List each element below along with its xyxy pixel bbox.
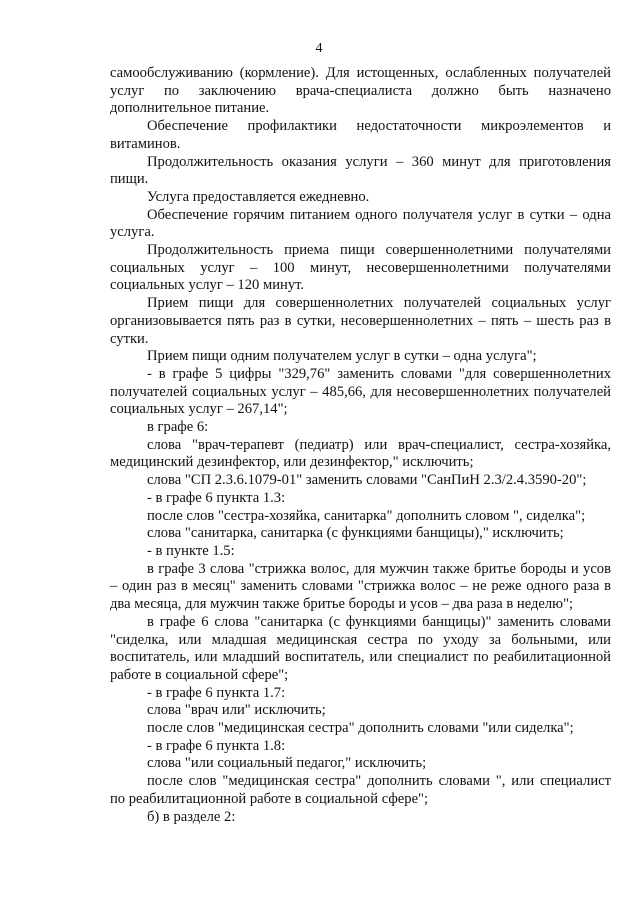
paragraph: - в графе 6 пункта 1.3: (147, 489, 286, 506)
paragraph: в графе 6 слова "санитарка (с функциями банщицы)" заменить словами "сиделка, или младшая медицинская сестра по уходу за больными, или воспитатель, или младший воспитатель, или специалист по реабилитационной работе в социальной сфере"; (110, 613, 611, 683)
paragraph: Обеспечение профилактики недостаточности микроэлементов и витаминов. (110, 118, 611, 152)
paragraph: - в графе 6 пункта 1.7: (147, 684, 286, 701)
paragraph: слова "или социальный педагог," исключить; (147, 755, 427, 772)
paragraph: самообслуживанию (кормление). Для истощенных, ослабленных получателей услуг по заключению врача-специалиста должно быть назначено дополнительное питание. (110, 65, 611, 117)
paragraph: - в пункте 1.5: (147, 542, 235, 559)
paragraph: Продолжительность оказания услуги – 360 минут для приготовления пищи. (110, 153, 611, 188)
paragraph: б) в разделе 2: (147, 808, 236, 825)
paragraph: после слов "медицинская сестра" дополнить словами "или сиделка"; (147, 720, 574, 737)
paragraph: после слов "медицинская сестра" дополнить словами ", или специалист по реабилитационной работе в социальной сфере"; (110, 773, 611, 807)
paragraph: - в графе 5 цифры "329,76" заменить словами "для совершеннолетних получателей социальных услуг – 485,66, для несовершеннолетних получателей социальных услуг – 267,14"; (110, 365, 611, 418)
paragraph: слова "врач или" исключить; (147, 702, 326, 719)
paragraph: Прием пищи одним получателем услуг в сутки – одна услуга"; (147, 348, 537, 365)
paragraph: после слов "сестра-хозяйка, санитарка" дополнить словом ", сиделка"; (147, 507, 586, 524)
paragraph: слова "санитарка, санитарка (с функциями банщицы)," исключить; (147, 525, 564, 542)
paragraph: Обеспечение горячим питанием одного получателя услуг в сутки – одна услуга. (110, 206, 611, 241)
paragraph: Продолжительность приема пищи совершеннолетними получателями социальных услуг – 100 минут, несовершеннолетними получателями социальных услуг – 120 минут. (110, 242, 611, 294)
paragraph: слова "врач-терапевт (педиатр) или врач-специалист, сестра-хозяйка, медицинский дезинфектор, или дезинфектор," исключить; (110, 436, 611, 471)
page-number: 4 (315, 41, 323, 56)
paragraph: Услуга предоставляется ежедневно. (147, 188, 370, 205)
paragraph: в графе 3 слова "стрижка волос, для мужчин также бритье бороды и усов – один раз в месяц" заменить словами "стрижка волос – не реже одного раза в два месяца, для мужчин также бритье бороды и усов – два раза в неделю"; (110, 560, 611, 613)
paragraph: слова "СП 2.3.6.1079-01" заменить словами "СанПиН 2.3/2.4.3590-20"; (147, 472, 587, 489)
paragraph: - в графе 6 пункта 1.8: (147, 737, 286, 754)
paragraph: Прием пищи для совершеннолетних получателей социальных услуг организовывается пять раз в сутки, несовершеннолетних – пять – шесть раз в сутки. (110, 295, 611, 347)
document-body (110, 65, 611, 826)
paragraph: в графе 6: (147, 419, 209, 436)
